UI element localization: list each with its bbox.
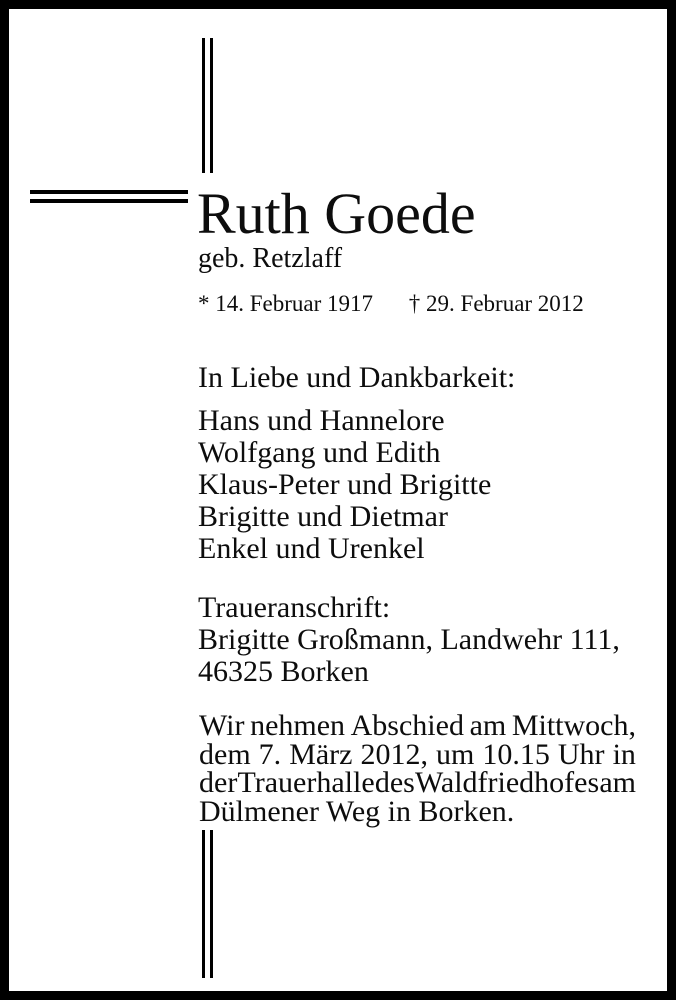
cross-vertical-line-top-icon: [202, 38, 213, 173]
farewell-line: der Trauerhalle des Waldfriedhofes am: [199, 766, 636, 799]
deceased-name: Ruth Goede: [197, 181, 476, 246]
mourner-name: Brigitte und Dietmar: [198, 500, 448, 533]
farewell-line: Wir nehmen Abschied am Mittwoch,: [199, 709, 636, 742]
mourning-address-label: Traueranschrift:: [198, 591, 391, 624]
mourning-address-line: 46325 Borken: [198, 655, 369, 688]
mourning-address-line: Brigitte Großmann, Landwehr 111,: [198, 623, 620, 656]
mourners-list: [198, 405, 491, 565]
mourner-name: Enkel und Urenkel: [198, 532, 425, 565]
birth-date: * 14. Februar 1917: [198, 291, 374, 316]
farewell-line: Dülmener Weg in Borken.: [199, 794, 515, 828]
maiden-name: geb. Retzlaff: [198, 243, 343, 274]
farewell-paragraph: [199, 709, 636, 828]
mourner-name: Klaus-Peter und Brigitte: [198, 468, 492, 501]
mourner-name: Wolfgang und Edith: [198, 436, 441, 469]
farewell-line: dem 7. März 2012, um 10.15 Uhr in: [199, 737, 636, 771]
mourner-name: Hans und Hannelore: [198, 404, 445, 437]
scan-artifact-top: [0, 0, 676, 3]
cross-horizontal-line-icon: [30, 190, 188, 203]
mourning-address-block: [198, 592, 620, 688]
cross-vertical-line-bottom-icon: [202, 830, 213, 978]
dedication-line: In Liebe und Dankbarkeit:: [198, 361, 516, 394]
death-date: † 29. Februar 2012: [408, 291, 584, 316]
life-dates: [198, 292, 584, 315]
